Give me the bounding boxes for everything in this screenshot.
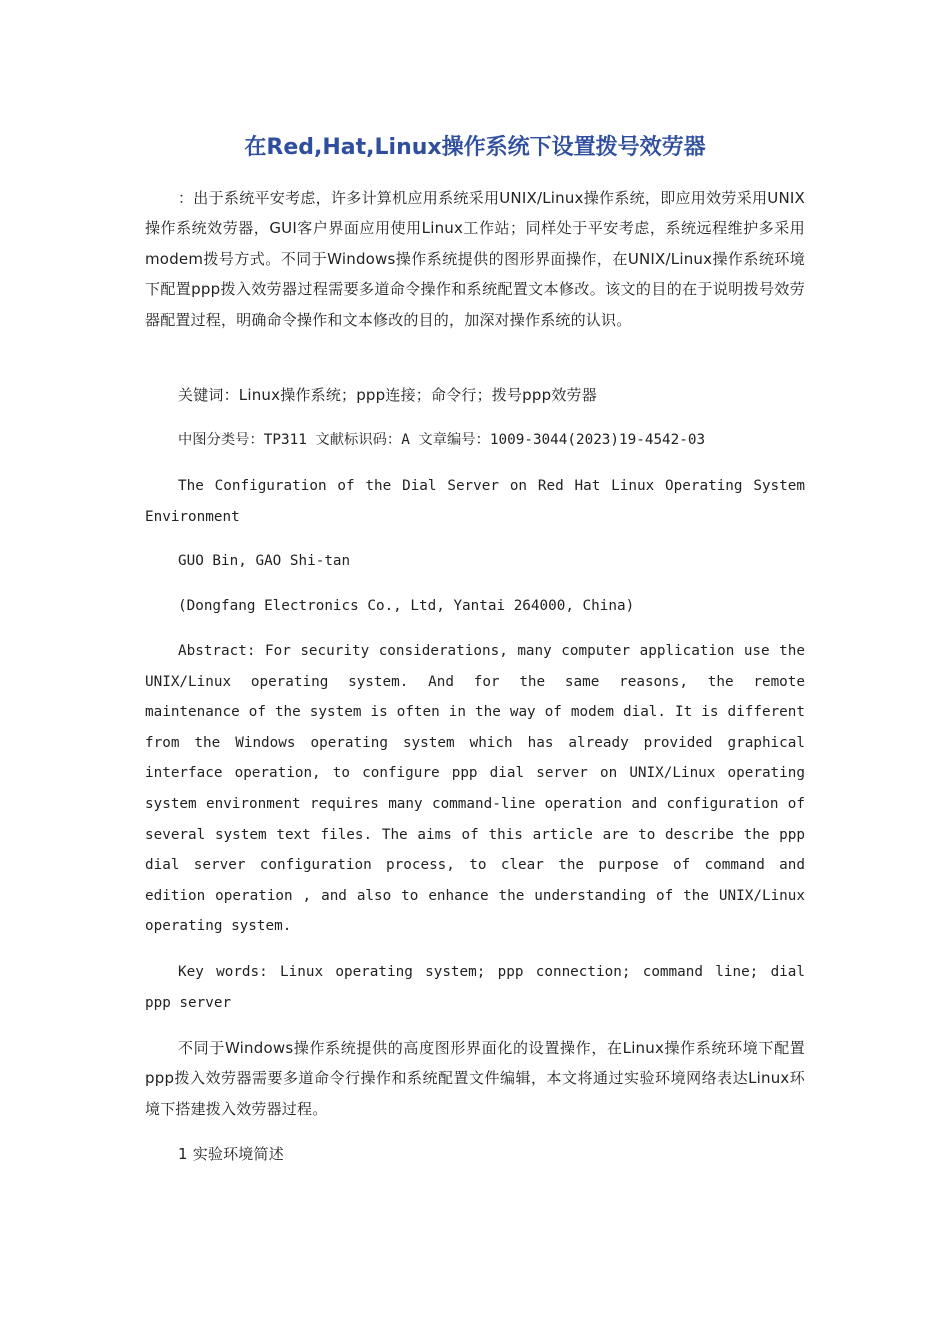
chinese-keywords: 关键词：Linux操作系统；ppp连接；命令行；拨号ppp效劳器 [178,386,597,404]
section-heading-1: 1 实验环境简述 [178,1145,284,1163]
english-title: The Configuration of the Dial Server on Red Hat Linux Operating System Environment [145,478,805,525]
chinese-abstract: ：出于系统平安考虑，许多计算机应用系统采用UNIX/Linux操作系统，即应用效劳采用UNIX操作系统效劳器，GUI客户界面应用使用Linux工作站；同样处于平安考虑，系统远程维护多采用modem拨号方式。不同于Windows操作系统提供的图形界面操作，在UNIX/Linux操作系统环境下配置ppp拨入效劳器过程需要多道命令操作和系统配置文本修改。该文的目的在于说明拨号效劳器配置过程，明确命令操作和文本修改的目的，加深对操作系统的认识。 [145,189,805,329]
english-abstract: Abstract: For security considerations, many computer application use the UNIX/Linux operating system. And for the same reasons, the remote maintenance of the system is often in the way of modem dial. It is different from the Windows operating system which has already provided graphical interface operation, to configure ppp dial server on UNIX/Linux operating system environment requires many command-line operation and configuration of several system text files. The aims of this article are to describe the ppp dial server configuration process, to clear the purpose of command and edition operation , and also to enhance the understanding of the UNIX/Linux operating system. [145,643,805,935]
english-keywords: Key words: Linux operating system; ppp connection; command line; dial ppp server [145,964,805,1011]
document-title: 在Red,Hat,Linux操作系统下设置拨号效劳器 [244,135,706,160]
authors: GUO Bin, GAO Shi-tan [178,553,351,569]
classification-line: 中图分类号：TP311 文献标识码：A 文章编号：1009-3044(2023)19-4542-03 [178,432,706,448]
affiliation: (Dongfang Electronics Co., Ltd, Yantai 264000, China) [178,598,635,614]
introduction-paragraph: 不同于Windows操作系统提供的高度图形界面化的设置操作，在Linux操作系统环境下配置ppp拨入效劳器需要多道命令行操作和系统配置文件编辑，本文将通过实验环境网络表达Linux环境下搭建拨入效劳器过程。 [145,1039,805,1118]
